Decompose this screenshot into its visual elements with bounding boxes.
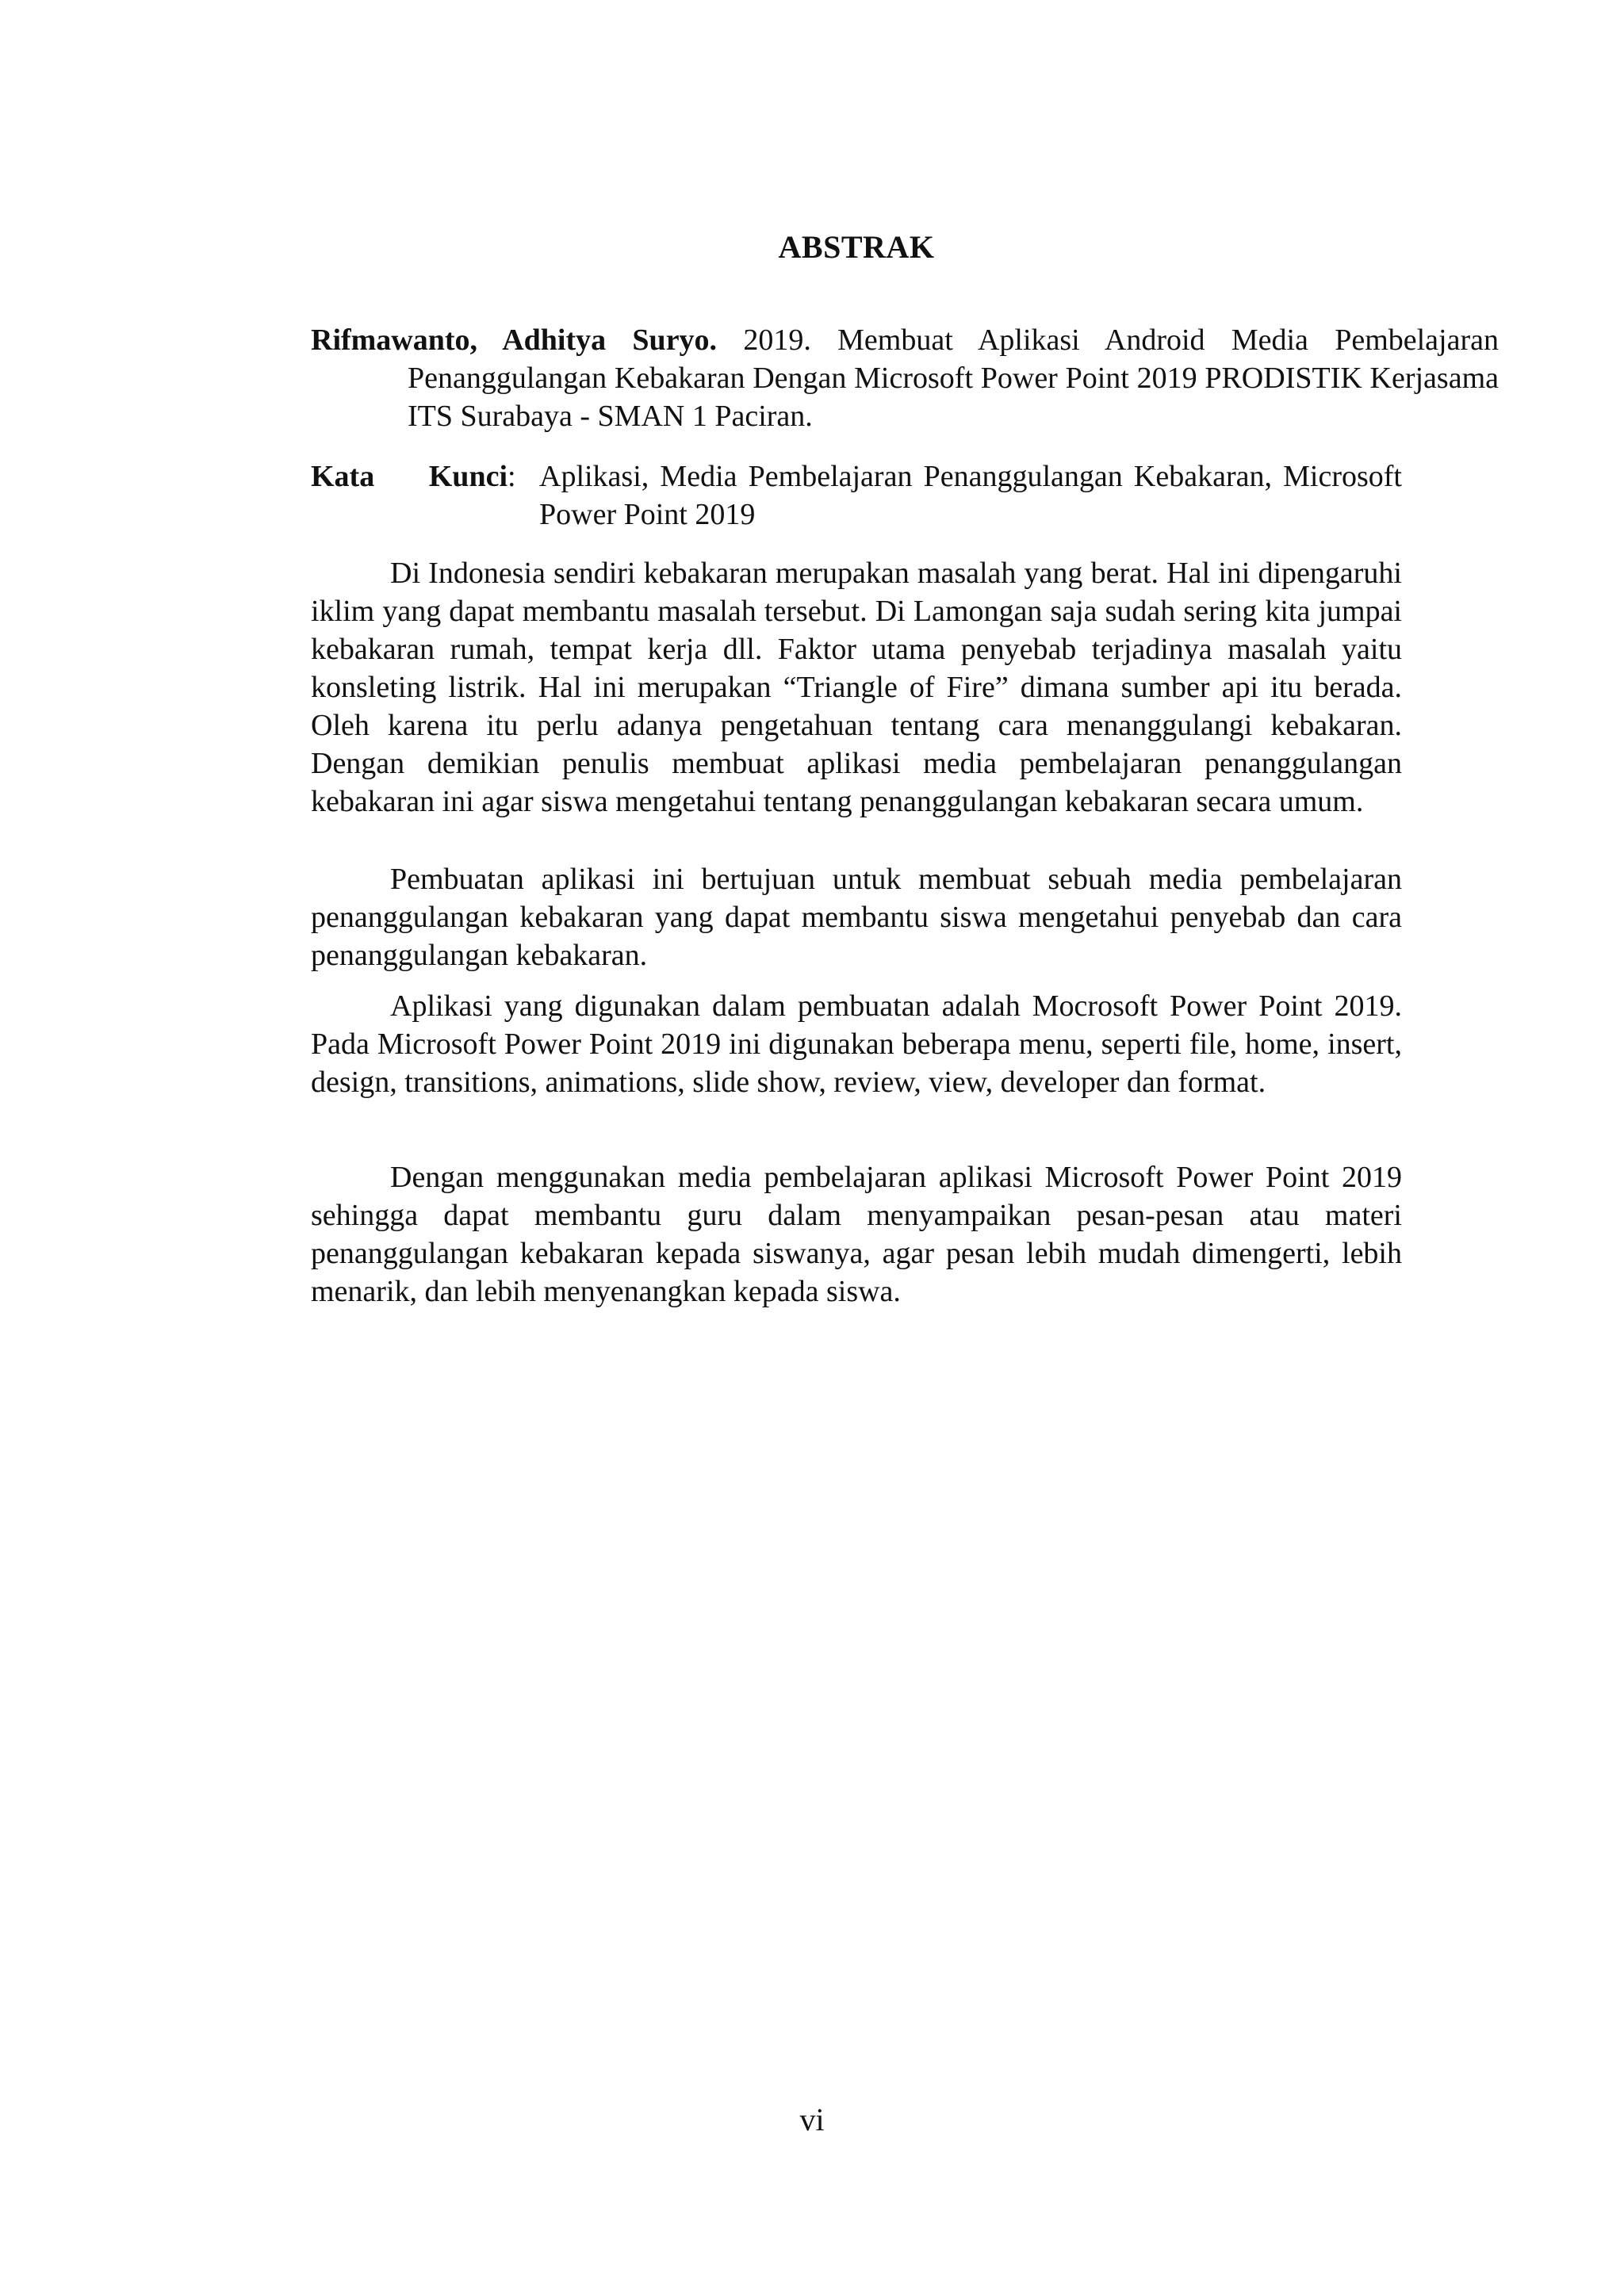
abstract-paragraph-2: Pembuatan aplikasi ini bertujuan untuk membuat sebuah media pembelajaran penanggulangan kebakaran yang dapat membantu siswa mengetahui penyebab dan cara penanggulangan kebakaran. — [311, 863, 1402, 972]
abstract-paragraph-3: Aplikasi yang digunakan dalam pembuatan adalah Mocrosoft Power Point 2019. Pada Microsoft Power Point 2019 ini digunakan beberapa menu, seperti file, home, insert, design, transitions, animations, slide show, review, view, developer dan format. — [311, 989, 1402, 1099]
keywords-label — [311, 457, 508, 534]
citation-authors: Rifmawanto, Adhitya Suryo. — [311, 323, 718, 357]
abstract-paragraph-4: Dengan menggunakan media pembelajaran aplikasi Microsoft Power Point 2019 sehingga dapat membantu guru dalam menyampaikan pesan-pesan atau materi penanggulangan kebakaran kepada siswanya, agar pesan lebih mudah dimengerti, lebih menarik, dan lebih menyenangkan kepada siswa. — [311, 1161, 1402, 1308]
keywords-colon: : — [508, 460, 516, 493]
keywords-label-word-2: Kunci — [428, 460, 508, 493]
keywords-text: Aplikasi, Media Pembelajaran Penanggulangan Kebakaran, Microsoft Power Point 2019 — [539, 460, 1402, 531]
abstract-paragraph-1: Di Indonesia sendiri kebakaran merupakan masalah yang berat. Hal ini dipengaruhi iklim yang dapat membantu masalah tersebut. Di Lamongan saja sudah sering kita jumpai kebakaran rumah, tempat kerja dll. Faktor utama penyebab terjadinya masalah yaitu konsleting listrik. Hal ini merupakan “Triangle of Fire” dimana sumber api itu berada. Oleh karena itu perlu adanya pengetahuan tentang cara menanggulangi kebakaran. Dengan demikian penulis membuat aplikasi media pembelajaran penanggulangan kebakaran ini agar siswa mengetahui tentang penanggulangan kebakaran secara umum. — [311, 557, 1402, 818]
citation-details: 2019. Membuat Aplikasi Android Media Pembelajaran Penanggulangan Kebakaran Dengan Microsoft Power Point 2019 PRODISTIK Kerjasama ITS Surabaya - SMAN 1 Paciran. — [408, 323, 1499, 433]
keywords-row — [311, 457, 1402, 534]
page-number: vi — [799, 2102, 825, 2137]
keywords-label-word-1: Kata — [311, 460, 375, 493]
keywords — [311, 457, 1402, 534]
citation — [311, 321, 1499, 435]
page-title: ABSTRAK — [778, 229, 935, 265]
